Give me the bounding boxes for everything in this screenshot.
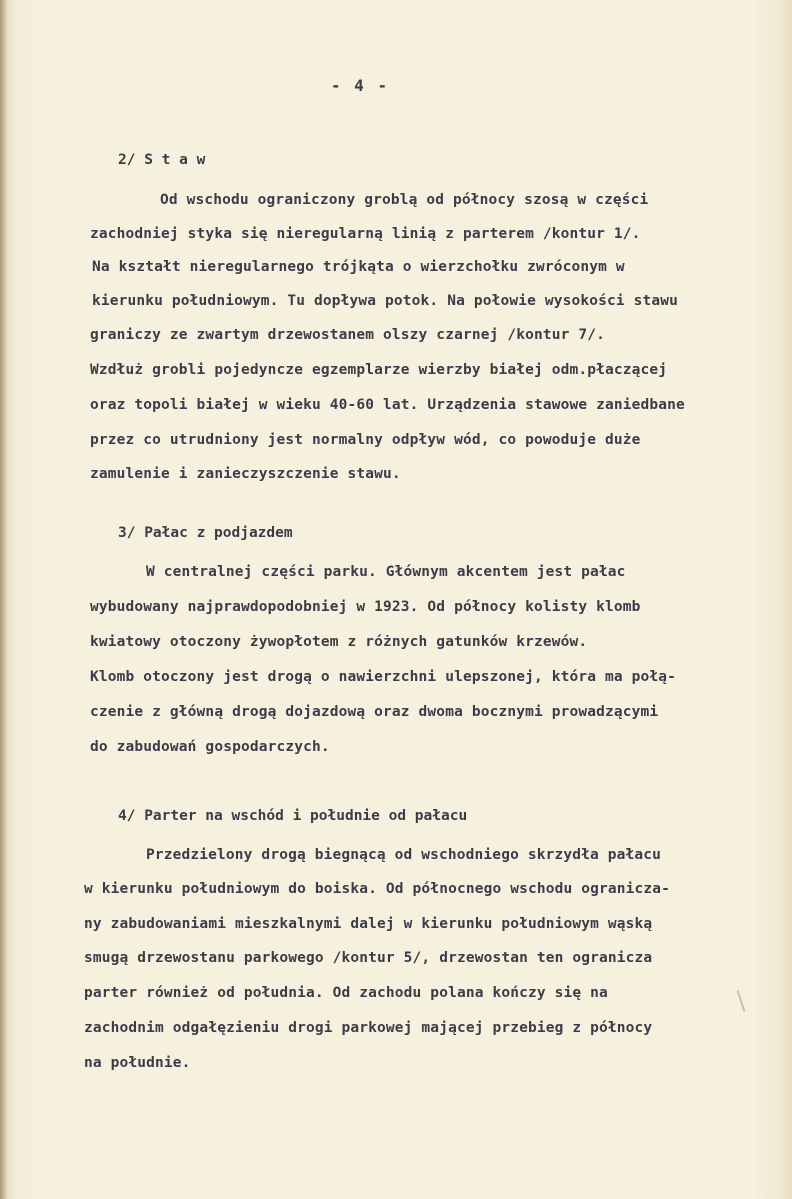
text-line: do zabudowań gospodarczych.	[90, 739, 330, 755]
text-line: Od wschodu ograniczony groblą od północy szosą w części	[160, 192, 649, 208]
section-heading-palac: 3/ Pałac z podjazdem	[118, 525, 293, 541]
text-line: zamulenie i zanieczyszczenie stawu.	[90, 466, 401, 482]
text-line: W centralnej części parku. Głównym akcentem jest pałac	[146, 564, 626, 580]
text-line: Klomb otoczony jest drogą o nawierzchni ulepszonej, która ma połą-	[90, 669, 677, 685]
text-line: przez co utrudniony jest normalny odpływ wód, co powoduje duże	[90, 432, 641, 448]
text-line: kierunku południowym. Tu dopływa potok. Na połowie wysokości stawu	[92, 293, 679, 309]
text-line: czenie z główną drogą dojazdową oraz dwoma bocznymi prowadzącymi	[90, 704, 659, 720]
pencil-mark	[737, 990, 746, 1012]
text-line: zachodnim odgałęzieniu drogi parkowej mającej przebieg z północy	[84, 1020, 653, 1036]
text-line: zachodniej styka się nieregularną linią z parterem /kontur 1/.	[90, 226, 641, 242]
page-number: - 4 -	[330, 76, 390, 95]
text-line: na południe.	[84, 1055, 191, 1071]
text-line: Wzdłuż grobli pojedyncze egzemplarze wierzby białej odm.płaczącej	[90, 362, 668, 378]
text-line: kwiatowy otoczony żywopłotem z różnych gatunków krzewów.	[90, 634, 588, 650]
section-heading-staw: 2/ S t a w	[118, 152, 206, 168]
text-line: Na kształt nieregularnego trójkąta o wierzchołku zwróconym w	[92, 259, 625, 275]
section-heading-parter: 4/ Parter na wschód i południe od pałacu	[118, 808, 468, 824]
text-line: graniczy ze zwartym drzewostanem olszy czarnej /kontur 7/.	[90, 327, 606, 343]
binding-edge	[0, 0, 7, 1199]
text-line: wybudowany najprawdopodobniej w 1923. Od północy kolisty klomb	[90, 599, 641, 615]
text-line: parter również od południa. Od zachodu polana kończy się na	[84, 985, 608, 1001]
text-line: smugą drzewostanu parkowego /kontur 5/, drzewostan ten ogranicza	[84, 950, 653, 966]
text-line: w kierunku południowym do boiska. Od północnego wschodu ogranicza-	[84, 881, 671, 897]
text-line: Przedzielony drogą biegnącą od wschodniego skrzydła pałacu	[146, 847, 662, 863]
text-line: oraz topoli białej w wieku 40-60 lat. Urządzenia stawowe zaniedbane	[90, 397, 685, 413]
text-line: ny zabudowaniami mieszkalnymi dalej w kierunku południowym wąską	[84, 916, 653, 932]
